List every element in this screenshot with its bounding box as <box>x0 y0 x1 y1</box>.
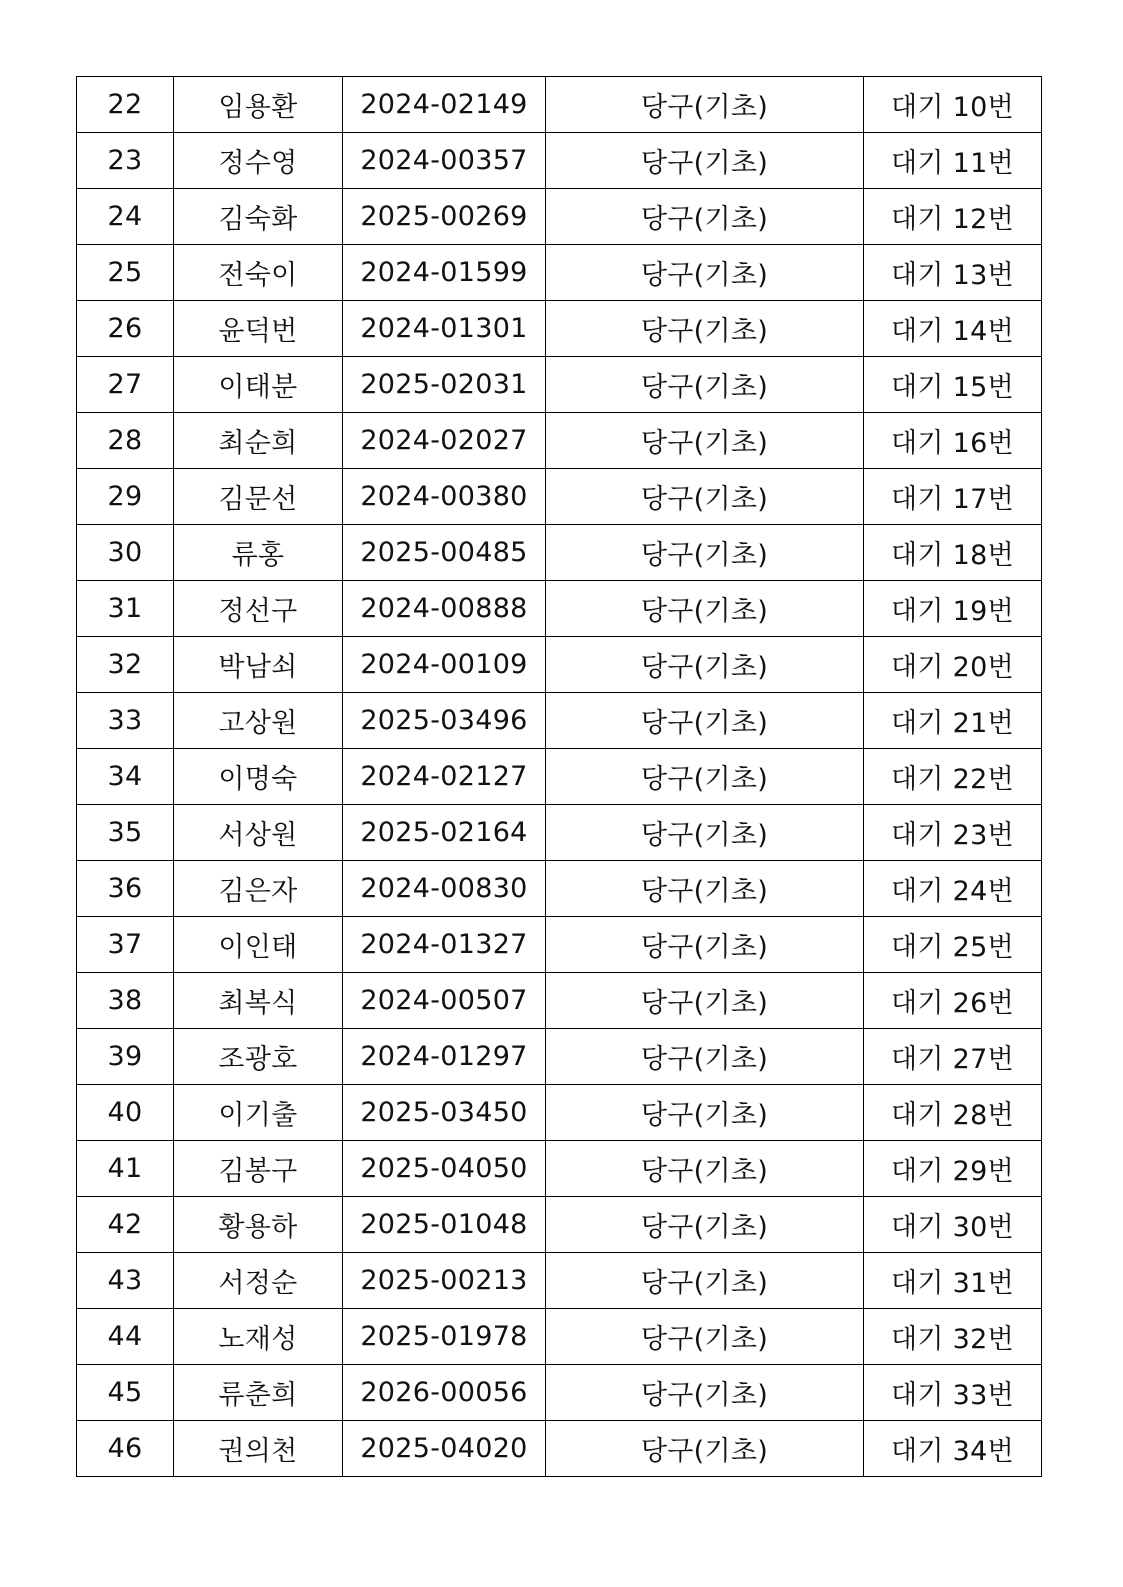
course-name-cell: 당구(기초) <box>546 77 864 133</box>
course-name-cell: 당구(기초) <box>546 525 864 581</box>
course-name-cell: 당구(기초) <box>546 1197 864 1253</box>
row-number-cell: 23 <box>77 133 174 189</box>
course-name-cell: 당구(기초) <box>546 189 864 245</box>
course-name-cell: 당구(기초) <box>546 1365 864 1421</box>
registration-id-cell: 2025-02164 <box>343 805 546 861</box>
course-name-cell: 당구(기초) <box>546 749 864 805</box>
waitlist-table <box>76 76 1042 1477</box>
waitlist-status-cell: 대기 16번 <box>864 413 1042 469</box>
waitlist-status-cell: 대기 19번 <box>864 581 1042 637</box>
table-row <box>77 469 1042 525</box>
applicant-name-cell: 이태분 <box>174 357 343 413</box>
registration-id-cell: 2024-00380 <box>343 469 546 525</box>
registration-id-cell: 2024-00830 <box>343 861 546 917</box>
table-row <box>77 1309 1042 1365</box>
waitlist-status-cell: 대기 10번 <box>864 77 1042 133</box>
course-name-cell: 당구(기초) <box>546 1029 864 1085</box>
row-number-cell: 36 <box>77 861 174 917</box>
table-row <box>77 973 1042 1029</box>
table-row <box>77 1141 1042 1197</box>
table-row <box>77 861 1042 917</box>
row-number-cell: 27 <box>77 357 174 413</box>
table-row <box>77 693 1042 749</box>
waitlist-status-cell: 대기 12번 <box>864 189 1042 245</box>
registration-id-cell: 2024-00507 <box>343 973 546 1029</box>
table-row <box>77 1197 1042 1253</box>
course-name-cell: 당구(기초) <box>546 693 864 749</box>
course-name-cell: 당구(기초) <box>546 1253 864 1309</box>
waitlist-status-cell: 대기 14번 <box>864 301 1042 357</box>
registration-id-cell: 2024-00109 <box>343 637 546 693</box>
registration-id-cell: 2024-00357 <box>343 133 546 189</box>
registration-id-cell: 2025-01048 <box>343 1197 546 1253</box>
registration-id-cell: 2024-01301 <box>343 301 546 357</box>
course-name-cell: 당구(기초) <box>546 469 864 525</box>
table-row <box>77 1365 1042 1421</box>
table-row <box>77 1029 1042 1085</box>
waitlist-status-cell: 대기 24번 <box>864 861 1042 917</box>
waitlist-status-cell: 대기 17번 <box>864 469 1042 525</box>
waitlist-status-cell: 대기 18번 <box>864 525 1042 581</box>
waitlist-status-cell: 대기 20번 <box>864 637 1042 693</box>
registration-id-cell: 2024-02149 <box>343 77 546 133</box>
row-number-cell: 28 <box>77 413 174 469</box>
course-name-cell: 당구(기초) <box>546 357 864 413</box>
table-row <box>77 77 1042 133</box>
row-number-cell: 24 <box>77 189 174 245</box>
applicant-name-cell: 류춘희 <box>174 1365 343 1421</box>
row-number-cell: 42 <box>77 1197 174 1253</box>
applicant-name-cell: 김숙화 <box>174 189 343 245</box>
row-number-cell: 40 <box>77 1085 174 1141</box>
course-name-cell: 당구(기초) <box>546 413 864 469</box>
row-number-cell: 22 <box>77 77 174 133</box>
applicant-name-cell: 노재성 <box>174 1309 343 1365</box>
row-number-cell: 30 <box>77 525 174 581</box>
table-row <box>77 133 1042 189</box>
applicant-name-cell: 이명숙 <box>174 749 343 805</box>
registration-id-cell: 2026-00056 <box>343 1365 546 1421</box>
applicant-name-cell: 임용환 <box>174 77 343 133</box>
waitlist-status-cell: 대기 31번 <box>864 1253 1042 1309</box>
registration-id-cell: 2025-04050 <box>343 1141 546 1197</box>
course-name-cell: 당구(기초) <box>546 637 864 693</box>
applicant-name-cell: 박남쇠 <box>174 637 343 693</box>
row-number-cell: 38 <box>77 973 174 1029</box>
waitlist-status-cell: 대기 13번 <box>864 245 1042 301</box>
row-number-cell: 31 <box>77 581 174 637</box>
row-number-cell: 37 <box>77 917 174 973</box>
row-number-cell: 29 <box>77 469 174 525</box>
row-number-cell: 41 <box>77 1141 174 1197</box>
applicant-name-cell: 조광호 <box>174 1029 343 1085</box>
course-name-cell: 당구(기초) <box>546 1421 864 1477</box>
row-number-cell: 39 <box>77 1029 174 1085</box>
course-name-cell: 당구(기초) <box>546 301 864 357</box>
registration-id-cell: 2025-00485 <box>343 525 546 581</box>
table-row <box>77 525 1042 581</box>
registration-id-cell: 2025-01978 <box>343 1309 546 1365</box>
course-name-cell: 당구(기초) <box>546 861 864 917</box>
table-row <box>77 749 1042 805</box>
table-row <box>77 1253 1042 1309</box>
applicant-name-cell: 정선구 <box>174 581 343 637</box>
applicant-name-cell: 권의천 <box>174 1421 343 1477</box>
applicant-name-cell: 정수영 <box>174 133 343 189</box>
registration-id-cell: 2025-03450 <box>343 1085 546 1141</box>
applicant-name-cell: 류홍 <box>174 525 343 581</box>
registration-id-cell: 2025-03496 <box>343 693 546 749</box>
registration-id-cell: 2025-00213 <box>343 1253 546 1309</box>
table-row <box>77 917 1042 973</box>
waitlist-status-cell: 대기 29번 <box>864 1141 1042 1197</box>
course-name-cell: 당구(기초) <box>546 133 864 189</box>
row-number-cell: 32 <box>77 637 174 693</box>
applicant-name-cell: 전숙이 <box>174 245 343 301</box>
row-number-cell: 44 <box>77 1309 174 1365</box>
registration-id-cell: 2024-01297 <box>343 1029 546 1085</box>
course-name-cell: 당구(기초) <box>546 805 864 861</box>
waitlist-status-cell: 대기 27번 <box>864 1029 1042 1085</box>
table-row <box>77 805 1042 861</box>
waitlist-status-cell: 대기 21번 <box>864 693 1042 749</box>
applicant-name-cell: 황용하 <box>174 1197 343 1253</box>
waitlist-status-cell: 대기 26번 <box>864 973 1042 1029</box>
waitlist-status-cell: 대기 34번 <box>864 1421 1042 1477</box>
registration-id-cell: 2024-02027 <box>343 413 546 469</box>
applicant-name-cell: 최복식 <box>174 973 343 1029</box>
course-name-cell: 당구(기초) <box>546 581 864 637</box>
table-row <box>77 189 1042 245</box>
registration-id-cell: 2025-02031 <box>343 357 546 413</box>
row-number-cell: 33 <box>77 693 174 749</box>
applicant-name-cell: 김봉구 <box>174 1141 343 1197</box>
row-number-cell: 34 <box>77 749 174 805</box>
row-number-cell: 45 <box>77 1365 174 1421</box>
table-row <box>77 1085 1042 1141</box>
table-row <box>77 357 1042 413</box>
waitlist-status-cell: 대기 22번 <box>864 749 1042 805</box>
course-name-cell: 당구(기초) <box>546 1085 864 1141</box>
waitlist-status-cell: 대기 28번 <box>864 1085 1042 1141</box>
table-row <box>77 301 1042 357</box>
row-number-cell: 25 <box>77 245 174 301</box>
table-row <box>77 637 1042 693</box>
table-row <box>77 413 1042 469</box>
registration-id-cell: 2024-02127 <box>343 749 546 805</box>
course-name-cell: 당구(기초) <box>546 245 864 301</box>
waitlist-status-cell: 대기 11번 <box>864 133 1042 189</box>
registration-id-cell: 2025-04020 <box>343 1421 546 1477</box>
waitlist-table-body <box>77 77 1042 1477</box>
table-row <box>77 1421 1042 1477</box>
waitlist-status-cell: 대기 33번 <box>864 1365 1042 1421</box>
applicant-name-cell: 이인태 <box>174 917 343 973</box>
course-name-cell: 당구(기초) <box>546 973 864 1029</box>
applicant-name-cell: 윤덕번 <box>174 301 343 357</box>
applicant-name-cell: 이기출 <box>174 1085 343 1141</box>
waitlist-status-cell: 대기 23번 <box>864 805 1042 861</box>
row-number-cell: 35 <box>77 805 174 861</box>
applicant-name-cell: 김은자 <box>174 861 343 917</box>
row-number-cell: 26 <box>77 301 174 357</box>
registration-id-cell: 2024-00888 <box>343 581 546 637</box>
waitlist-status-cell: 대기 25번 <box>864 917 1042 973</box>
applicant-name-cell: 고상원 <box>174 693 343 749</box>
applicant-name-cell: 김문선 <box>174 469 343 525</box>
applicant-name-cell: 최순희 <box>174 413 343 469</box>
applicant-name-cell: 서정순 <box>174 1253 343 1309</box>
table-row <box>77 581 1042 637</box>
applicant-name-cell: 서상원 <box>174 805 343 861</box>
course-name-cell: 당구(기초) <box>546 917 864 973</box>
registration-id-cell: 2024-01599 <box>343 245 546 301</box>
waitlist-status-cell: 대기 32번 <box>864 1309 1042 1365</box>
registration-id-cell: 2025-00269 <box>343 189 546 245</box>
registration-id-cell: 2024-01327 <box>343 917 546 973</box>
course-name-cell: 당구(기초) <box>546 1309 864 1365</box>
course-name-cell: 당구(기초) <box>546 1141 864 1197</box>
waitlist-status-cell: 대기 30번 <box>864 1197 1042 1253</box>
waitlist-status-cell: 대기 15번 <box>864 357 1042 413</box>
row-number-cell: 46 <box>77 1421 174 1477</box>
table-row <box>77 245 1042 301</box>
row-number-cell: 43 <box>77 1253 174 1309</box>
